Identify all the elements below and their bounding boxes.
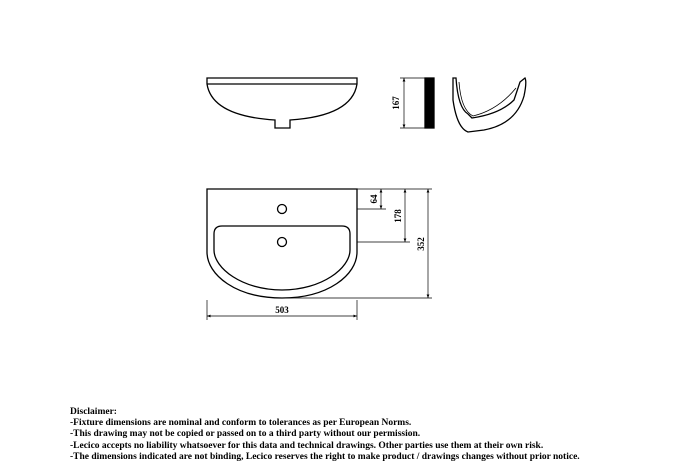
height-dimension-label: 167 [391,96,401,110]
front-elevation-view [207,78,357,128]
depth-dimension-label: 352 [416,237,426,251]
disclaimer-heading: Disclaimer: [70,407,117,417]
disclaimer-line: -The dimensions indicated are not binding, Lecico reserves the right to make product / drawings changes without prior notice. [70,451,580,462]
tap-hole [278,205,287,214]
disclaimer-line: -Lecico accepts no liability whatsoever for this data and technical drawings. Other parties use them at their own risk. [70,440,544,451]
tap-offset-dimension-label: 64 [369,194,379,204]
drain-hole [278,238,287,247]
disclaimer-block [70,407,675,463]
disclaimer-line: -Fixture dimensions are nominal and conform to tolerances as per European Norms. [70,418,412,429]
plan-view [207,189,357,298]
plan-view-outer-outline [207,189,357,298]
front-view-outline [207,78,357,128]
drain-offset-dimension-label: 178 [393,209,403,223]
width-dimension-label: 503 [275,305,289,315]
side-view-inner-line [459,82,516,116]
side-elevation-view [425,78,526,132]
height-dimension [400,78,426,128]
plan-view-bowl-outline [214,226,350,290]
side-view-wall-block [425,78,434,128]
disclaimer-line: -This drawing may not be copied or passed on to a third party without our permission. [70,429,421,440]
